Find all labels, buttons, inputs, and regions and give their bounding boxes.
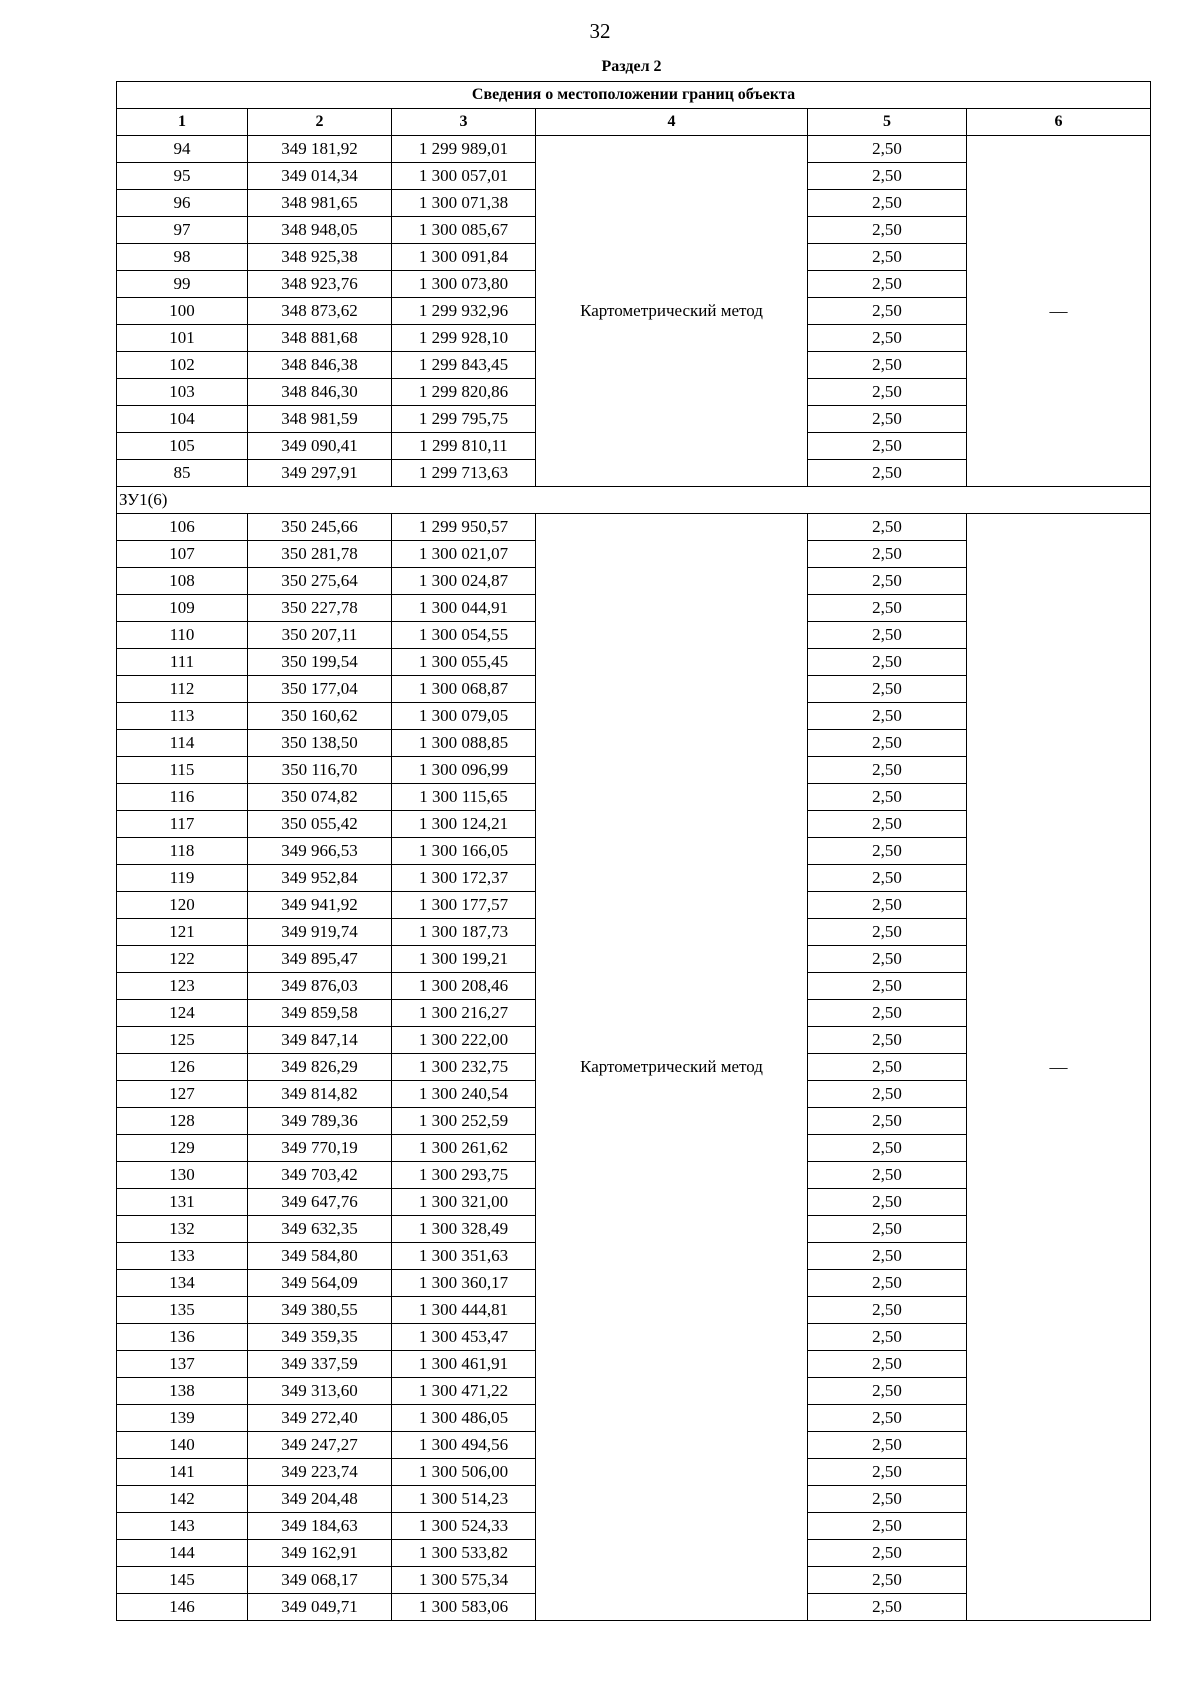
y-coordinate-cell: 1 300 044,91 [392,595,536,622]
point-number-cell: 144 [117,1540,248,1567]
x-coordinate-cell: 349 952,84 [248,865,392,892]
y-coordinate-cell: 1 300 261,62 [392,1135,536,1162]
y-coordinate-cell: 1 300 021,07 [392,541,536,568]
y-coordinate-cell: 1 300 360,17 [392,1270,536,1297]
x-coordinate-cell: 348 846,38 [248,352,392,379]
y-coordinate-cell: 1 300 453,47 [392,1324,536,1351]
accuracy-cell: 2,50 [808,541,967,568]
x-coordinate-cell: 350 281,78 [248,541,392,568]
accuracy-cell: 2,50 [808,1405,967,1432]
x-coordinate-cell: 350 245,66 [248,514,392,541]
x-coordinate-cell: 349 297,91 [248,460,392,487]
y-coordinate-cell: 1 299 810,11 [392,433,536,460]
point-number-cell: 99 [117,271,248,298]
y-coordinate-cell: 1 300 583,06 [392,1594,536,1621]
y-coordinate-cell: 1 300 486,05 [392,1405,536,1432]
accuracy-cell: 2,50 [808,406,967,433]
x-coordinate-cell: 349 014,34 [248,163,392,190]
table-body [117,136,1151,1621]
point-number-cell: 110 [117,622,248,649]
point-number-cell: 132 [117,1216,248,1243]
point-number-cell: 101 [117,325,248,352]
x-coordinate-cell: 350 177,04 [248,676,392,703]
group-label-row [117,487,1151,514]
y-coordinate-cell: 1 300 172,37 [392,865,536,892]
x-coordinate-cell: 349 632,35 [248,1216,392,1243]
accuracy-cell: 2,50 [808,811,967,838]
point-number-cell: 102 [117,352,248,379]
accuracy-cell: 2,50 [808,1135,967,1162]
y-coordinate-cell: 1 300 208,46 [392,973,536,1000]
y-coordinate-cell: 1 300 187,73 [392,919,536,946]
accuracy-cell: 2,50 [808,892,967,919]
accuracy-cell: 2,50 [808,1216,967,1243]
x-coordinate-cell: 349 770,19 [248,1135,392,1162]
x-coordinate-cell: 349 162,91 [248,1540,392,1567]
point-number-cell: 111 [117,649,248,676]
x-coordinate-cell: 350 275,64 [248,568,392,595]
page-number: 32 [589,19,611,43]
x-coordinate-cell: 349 966,53 [248,838,392,865]
x-coordinate-cell: 350 160,62 [248,703,392,730]
point-number-cell: 138 [117,1378,248,1405]
x-coordinate-cell: 349 584,80 [248,1243,392,1270]
point-number-cell: 139 [117,1405,248,1432]
x-coordinate-cell: 348 873,62 [248,298,392,325]
point-number-cell: 123 [117,973,248,1000]
accuracy-cell: 2,50 [808,1351,967,1378]
x-coordinate-cell: 349 247,27 [248,1432,392,1459]
x-coordinate-cell: 349 895,47 [248,946,392,973]
x-coordinate-cell: 349 876,03 [248,973,392,1000]
x-coordinate-cell: 348 948,05 [248,217,392,244]
y-coordinate-cell: 1 300 222,00 [392,1027,536,1054]
point-number-cell: 141 [117,1459,248,1486]
column-header: 1 [117,109,248,136]
x-coordinate-cell: 349 272,40 [248,1405,392,1432]
x-coordinate-cell: 349 941,92 [248,892,392,919]
y-coordinate-cell: 1 300 199,21 [392,946,536,973]
accuracy-cell: 2,50 [808,703,967,730]
table-caption: Сведения о местоположении границ объекта [117,82,1151,109]
point-number-cell: 94 [117,136,248,163]
accuracy-cell: 2,50 [808,1108,967,1135]
x-coordinate-cell: 348 923,76 [248,271,392,298]
x-coordinate-cell: 349 859,58 [248,1000,392,1027]
y-coordinate-cell: 1 300 055,45 [392,649,536,676]
x-coordinate-cell: 348 981,65 [248,190,392,217]
point-number-cell: 129 [117,1135,248,1162]
point-number-cell: 145 [117,1567,248,1594]
y-coordinate-cell: 1 300 471,22 [392,1378,536,1405]
point-number-cell: 119 [117,865,248,892]
accuracy-cell: 2,50 [808,1432,967,1459]
y-coordinate-cell: 1 300 494,56 [392,1432,536,1459]
x-coordinate-cell: 349 564,09 [248,1270,392,1297]
x-coordinate-cell: 349 090,41 [248,433,392,460]
y-coordinate-cell: 1 299 843,45 [392,352,536,379]
accuracy-cell: 2,50 [808,433,967,460]
y-coordinate-cell: 1 300 166,05 [392,838,536,865]
x-coordinate-cell: 349 049,71 [248,1594,392,1621]
y-coordinate-cell: 1 300 024,87 [392,568,536,595]
column-header: 2 [248,109,392,136]
x-coordinate-cell: 349 826,29 [248,1054,392,1081]
y-coordinate-cell: 1 300 321,00 [392,1189,536,1216]
point-number-cell: 134 [117,1270,248,1297]
x-coordinate-cell: 349 337,59 [248,1351,392,1378]
point-number-cell: 117 [117,811,248,838]
accuracy-cell: 2,50 [808,1540,967,1567]
accuracy-cell: 2,50 [808,919,967,946]
accuracy-cell: 2,50 [808,379,967,406]
point-number-cell: 103 [117,379,248,406]
y-coordinate-cell: 1 300 232,75 [392,1054,536,1081]
y-coordinate-cell: 1 300 177,57 [392,892,536,919]
accuracy-cell: 2,50 [808,1243,967,1270]
column-header: 3 [392,109,536,136]
accuracy-cell: 2,50 [808,514,967,541]
boundary-coordinates-table [116,81,1151,1621]
accuracy-cell: 2,50 [808,163,967,190]
y-coordinate-cell: 1 299 928,10 [392,325,536,352]
point-number-cell: 116 [117,784,248,811]
column-header: 6 [967,109,1151,136]
x-coordinate-cell: 348 846,30 [248,379,392,406]
accuracy-cell: 2,50 [808,595,967,622]
accuracy-cell: 2,50 [808,325,967,352]
x-coordinate-cell: 349 647,76 [248,1189,392,1216]
accuracy-cell: 2,50 [808,217,967,244]
point-number-cell: 146 [117,1594,248,1621]
x-coordinate-cell: 348 925,38 [248,244,392,271]
table-row [117,136,1151,163]
accuracy-cell: 2,50 [808,1270,967,1297]
accuracy-cell: 2,50 [808,352,967,379]
y-coordinate-cell: 1 299 820,86 [392,379,536,406]
accuracy-cell: 2,50 [808,757,967,784]
x-coordinate-cell: 348 881,68 [248,325,392,352]
point-number-cell: 105 [117,433,248,460]
x-coordinate-cell: 350 227,78 [248,595,392,622]
y-coordinate-cell: 1 300 073,80 [392,271,536,298]
y-coordinate-cell: 1 299 932,96 [392,298,536,325]
point-number-cell: 126 [117,1054,248,1081]
column-header: 5 [808,109,967,136]
accuracy-cell: 2,50 [808,622,967,649]
description-cell: — [967,514,1151,1621]
y-coordinate-cell: 1 300 524,33 [392,1513,536,1540]
point-number-cell: 136 [117,1324,248,1351]
x-coordinate-cell: 350 138,50 [248,730,392,757]
accuracy-cell: 2,50 [808,244,967,271]
point-number-cell: 140 [117,1432,248,1459]
section-title: Раздел 2 [601,58,662,75]
y-coordinate-cell: 1 300 575,34 [392,1567,536,1594]
x-coordinate-cell: 349 789,36 [248,1108,392,1135]
point-number-cell: 96 [117,190,248,217]
x-coordinate-cell: 349 703,42 [248,1162,392,1189]
accuracy-cell: 2,50 [808,649,967,676]
accuracy-cell: 2,50 [808,1054,967,1081]
accuracy-cell: 2,50 [808,784,967,811]
accuracy-cell: 2,50 [808,568,967,595]
accuracy-cell: 2,50 [808,1189,967,1216]
x-coordinate-cell: 349 359,35 [248,1324,392,1351]
y-coordinate-cell: 1 300 461,91 [392,1351,536,1378]
accuracy-cell: 2,50 [808,1378,967,1405]
point-number-cell: 109 [117,595,248,622]
table-row [117,514,1151,541]
table-caption-row [117,82,1151,109]
accuracy-cell: 2,50 [808,730,967,757]
point-number-cell: 142 [117,1486,248,1513]
y-coordinate-cell: 1 300 444,81 [392,1297,536,1324]
y-coordinate-cell: 1 300 068,87 [392,676,536,703]
x-coordinate-cell: 349 068,17 [248,1567,392,1594]
x-coordinate-cell: 349 847,14 [248,1027,392,1054]
accuracy-cell: 2,50 [808,838,967,865]
point-number-cell: 107 [117,541,248,568]
accuracy-cell: 2,50 [808,676,967,703]
method-cell: Картометрический метод [536,136,808,487]
x-coordinate-cell: 349 223,74 [248,1459,392,1486]
accuracy-cell: 2,50 [808,1594,967,1621]
y-coordinate-cell: 1 300 054,55 [392,622,536,649]
point-number-cell: 135 [117,1297,248,1324]
point-number-cell: 108 [117,568,248,595]
point-number-cell: 85 [117,460,248,487]
y-coordinate-cell: 1 300 096,99 [392,757,536,784]
y-coordinate-cell: 1 300 115,65 [392,784,536,811]
y-coordinate-cell: 1 299 950,57 [392,514,536,541]
point-number-cell: 118 [117,838,248,865]
y-coordinate-cell: 1 300 252,59 [392,1108,536,1135]
point-number-cell: 143 [117,1513,248,1540]
x-coordinate-cell: 350 116,70 [248,757,392,784]
point-number-cell: 104 [117,406,248,433]
point-number-cell: 115 [117,757,248,784]
y-coordinate-cell: 1 299 795,75 [392,406,536,433]
accuracy-cell: 2,50 [808,190,967,217]
x-coordinate-cell: 350 207,11 [248,622,392,649]
y-coordinate-cell: 1 300 293,75 [392,1162,536,1189]
accuracy-cell: 2,50 [808,1567,967,1594]
point-number-cell: 112 [117,676,248,703]
point-number-cell: 131 [117,1189,248,1216]
x-coordinate-cell: 349 919,74 [248,919,392,946]
accuracy-cell: 2,50 [808,973,967,1000]
group-label: ЗУ1(6) [117,487,1151,514]
y-coordinate-cell: 1 300 071,38 [392,190,536,217]
accuracy-cell: 2,50 [808,1459,967,1486]
y-coordinate-cell: 1 300 124,21 [392,811,536,838]
accuracy-cell: 2,50 [808,460,967,487]
y-coordinate-cell: 1 300 240,54 [392,1081,536,1108]
y-coordinate-cell: 1 300 088,85 [392,730,536,757]
y-coordinate-cell: 1 300 328,49 [392,1216,536,1243]
x-coordinate-cell: 350 055,42 [248,811,392,838]
x-coordinate-cell: 349 204,48 [248,1486,392,1513]
x-coordinate-cell: 349 380,55 [248,1297,392,1324]
accuracy-cell: 2,50 [808,1162,967,1189]
accuracy-cell: 2,50 [808,1027,967,1054]
y-coordinate-cell: 1 300 079,05 [392,703,536,730]
point-number-cell: 98 [117,244,248,271]
y-coordinate-cell: 1 300 216,27 [392,1000,536,1027]
point-number-cell: 127 [117,1081,248,1108]
accuracy-cell: 2,50 [808,1513,967,1540]
x-coordinate-cell: 349 184,63 [248,1513,392,1540]
method-cell: Картометрический метод [536,514,808,1621]
accuracy-cell: 2,50 [808,1297,967,1324]
point-number-cell: 124 [117,1000,248,1027]
point-number-cell: 97 [117,217,248,244]
x-coordinate-cell: 350 199,54 [248,649,392,676]
accuracy-cell: 2,50 [808,1081,967,1108]
y-coordinate-cell: 1 299 713,63 [392,460,536,487]
point-number-cell: 128 [117,1108,248,1135]
column-header-row [117,109,1151,136]
accuracy-cell: 2,50 [808,1000,967,1027]
point-number-cell: 125 [117,1027,248,1054]
point-number-cell: 137 [117,1351,248,1378]
point-number-cell: 106 [117,514,248,541]
point-number-cell: 122 [117,946,248,973]
accuracy-cell: 2,50 [808,298,967,325]
accuracy-cell: 2,50 [808,1486,967,1513]
x-coordinate-cell: 348 981,59 [248,406,392,433]
accuracy-cell: 2,50 [808,946,967,973]
point-number-cell: 133 [117,1243,248,1270]
x-coordinate-cell: 349 181,92 [248,136,392,163]
accuracy-cell: 2,50 [808,865,967,892]
y-coordinate-cell: 1 299 989,01 [392,136,536,163]
description-cell: — [967,136,1151,487]
y-coordinate-cell: 1 300 091,84 [392,244,536,271]
y-coordinate-cell: 1 300 351,63 [392,1243,536,1270]
point-number-cell: 130 [117,1162,248,1189]
x-coordinate-cell: 349 313,60 [248,1378,392,1405]
x-coordinate-cell: 350 074,82 [248,784,392,811]
y-coordinate-cell: 1 300 085,67 [392,217,536,244]
point-number-cell: 95 [117,163,248,190]
accuracy-cell: 2,50 [808,1324,967,1351]
point-number-cell: 120 [117,892,248,919]
y-coordinate-cell: 1 300 057,01 [392,163,536,190]
point-number-cell: 100 [117,298,248,325]
x-coordinate-cell: 349 814,82 [248,1081,392,1108]
point-number-cell: 113 [117,703,248,730]
y-coordinate-cell: 1 300 533,82 [392,1540,536,1567]
point-number-cell: 114 [117,730,248,757]
accuracy-cell: 2,50 [808,136,967,163]
y-coordinate-cell: 1 300 506,00 [392,1459,536,1486]
column-header: 4 [536,109,808,136]
y-coordinate-cell: 1 300 514,23 [392,1486,536,1513]
point-number-cell: 121 [117,919,248,946]
accuracy-cell: 2,50 [808,271,967,298]
